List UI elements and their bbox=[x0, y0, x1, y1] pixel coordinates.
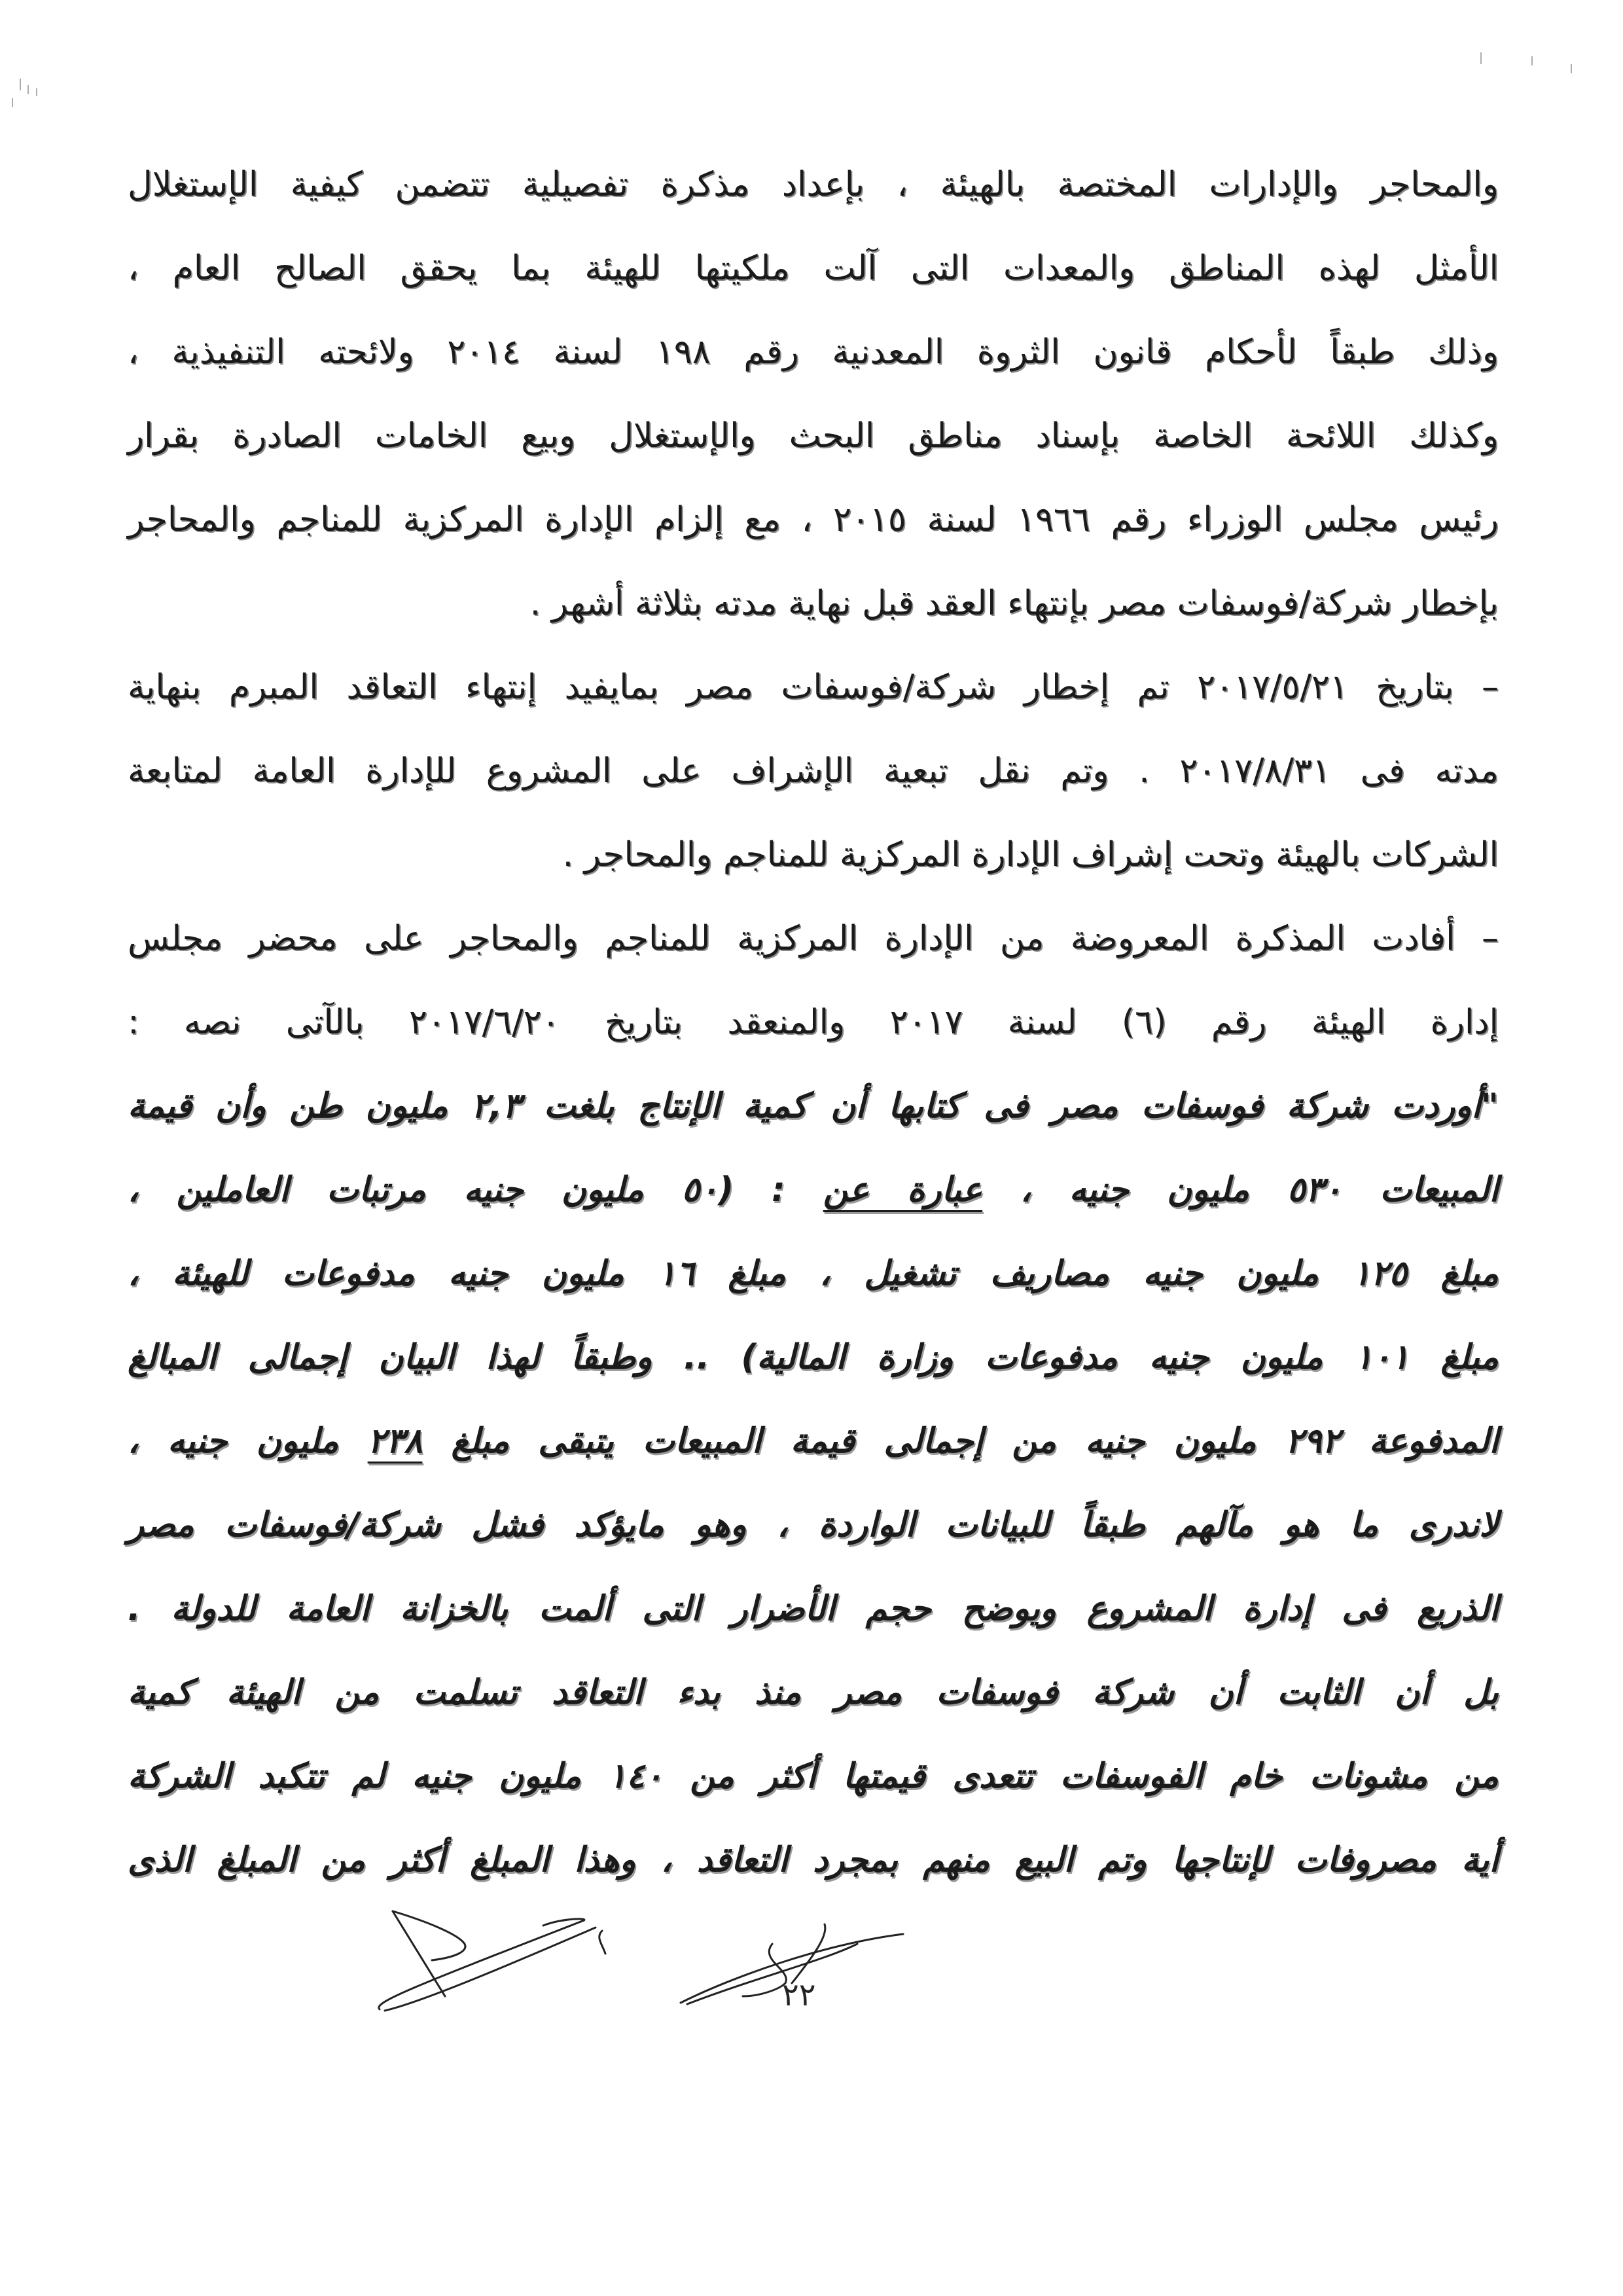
text-line: رئيس مجلس الوزراء رقم ١٩٦٦ لسنة ٢٠١٥ ، مع إلزام الإدارة المركزية للمناجم والمحاجر bbox=[128, 500, 1499, 539]
quote-text: : (٥٠ مليون جنيه مرتبات العاملين ، bbox=[128, 1170, 823, 1210]
text-line: وذلك طبقاً لأحكام قانون الثروة المعدنية رقم ١٩٨ لسنة ٢٠١٤ ولائحته التنفيذية ، bbox=[128, 332, 1499, 372]
text-line: إدارة الهيئة رقم (٦) لسنة ٢٠١٧ والمنعقد بتاريخ ٢٠١٧/٦/٢٠ بالآتى نصه : bbox=[128, 1003, 1499, 1042]
quote-text: المدفوعة ٢٩٢ مليون جنيه من إجمالى قيمة المبيعات يتبقى مبلغ bbox=[422, 1422, 1499, 1461]
quote-line: مبلغ ١٢٥ مليون جنيه مصاريف تشغيل ، مبلغ ١٦ مليون جنيه مدفوعات للهيئة ، bbox=[128, 1254, 1499, 1293]
quote-line: مبلغ ١٠١ مليون جنيه مدفوعات وزارة المالية) .. وطبقاً لهذا البيان إجمالى المبالغ bbox=[128, 1338, 1499, 1377]
text-line: – أفادت المذكرة المعروضة من الإدارة المركزية للمناجم والمحاجر على محضر مجلس bbox=[128, 919, 1499, 958]
quote-text: المبيعات ٥٣٠ مليون جنيه ، bbox=[982, 1170, 1499, 1210]
scan-mark bbox=[1571, 64, 1572, 73]
quote-line bbox=[128, 1399, 1499, 1483]
text-line: الأمثل لهذه المناطق والمعدات التى آلت ملكيتها للهيئة بما يحقق الصالح العام ، bbox=[128, 249, 1499, 288]
quote-text: مليون جنيه ، bbox=[128, 1422, 368, 1461]
text-line: – بتاريخ ٢٠١٧/٥/٢١ تم إخطار شركة/فوسفات مصر بمايفيد إنتهاء التعاقد المبرم بنهاية bbox=[128, 668, 1499, 707]
text-line: وكذلك اللائحة الخاصة بإسناد مناطق البحث والإستغلال وبيع الخامات الصادرة بقرار bbox=[128, 416, 1499, 456]
scan-mark bbox=[1480, 52, 1482, 64]
text-line: مدته فى ٢٠١٧/٨/٣١ . وتم نقل تبعية الإشراف على المشروع للإدارة العامة لمتابعة bbox=[128, 751, 1499, 791]
quote-line bbox=[128, 1148, 1499, 1232]
document-body bbox=[128, 143, 1499, 1902]
quote-line: من مشونات خام الفوسفات تتعدى قيمتها أكثر من ١٤٠ مليون جنيه لم تتكبد الشركة bbox=[128, 1757, 1499, 1796]
signature-stroke bbox=[393, 1911, 445, 1996]
quote-line: "أوردت شركة فوسفات مصر فى كتابها أن كمية الإنتاج بلغت ٢,٣ مليون طن وأن قيمة bbox=[128, 1086, 1499, 1126]
signature-stroke bbox=[687, 1944, 857, 2004]
signature-stroke bbox=[599, 1931, 605, 1954]
signature-stroke bbox=[385, 1928, 596, 2011]
signature-stroke bbox=[379, 1919, 584, 2009]
scan-mark bbox=[12, 98, 13, 107]
quote-line: أية مصروفات لإنتاجها وتم البيع منهم بمجرد التعاقد ، وهذا المبلغ أكثر من المبلغ الذى bbox=[128, 1840, 1499, 1880]
scan-mark bbox=[27, 85, 29, 94]
signature-stroke bbox=[393, 1911, 465, 1960]
signature bbox=[366, 1898, 955, 2016]
signature-stroke bbox=[743, 1944, 786, 1996]
text-line: والمحاجر والإدارات المختصة بالهيئة ، بإعداد مذكرة تفصيلية تتضمن كيفية الإستغلال bbox=[128, 165, 1499, 204]
text-line: الشركات بالهيئة وتحت إشراف الإدارة المركزية للمناجم والمحاجر . bbox=[562, 835, 1499, 874]
quote-line: لاندرى ما هو مآلهم طبقاً للبيانات الواردة ، وهو مايؤكد فشل شركة/فوسفات مصر bbox=[128, 1505, 1499, 1545]
quote-line: بل أن الثابت أن شركة فوسفات مصر منذ بدء التعاقد تسلمت من الهيئة كمية bbox=[128, 1673, 1499, 1712]
scan-mark bbox=[36, 88, 37, 96]
scan-mark bbox=[20, 79, 21, 90]
text-line: بإخطار شركة/فوسفات مصر بإنتهاء العقد قبل نهاية مدته بثلاثة أشهر . bbox=[529, 584, 1499, 623]
quote-line: الذريع فى إدارة المشروع ويوضح حجم الأضرار التى ألمت بالخزانة العامة للدولة . bbox=[128, 1589, 1499, 1628]
underlined-text: عبارة عن bbox=[823, 1170, 983, 1210]
page-number: ٢٢ bbox=[782, 1977, 816, 2013]
scan-mark bbox=[1531, 56, 1533, 65]
underlined-amount: ٢٣٨ bbox=[367, 1422, 423, 1461]
